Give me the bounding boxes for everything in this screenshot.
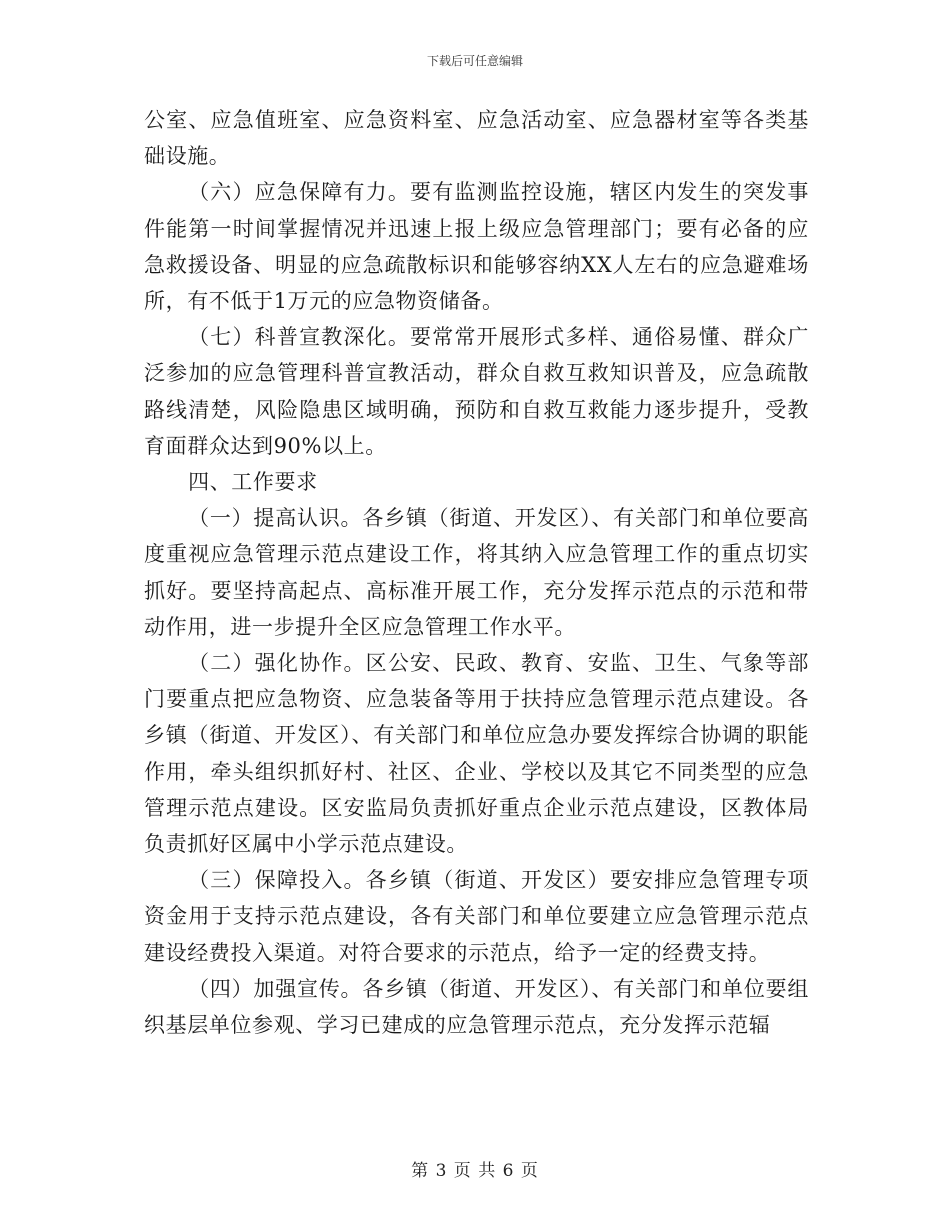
paragraph: （六）应急保障有力。要有监测监控设施，辖区内发生的突发事件能第一时间掌握情况并迅速上报上级应急管理部门；要有必备的应急救援设备、明显的应急疏散标识和能够容纳XX人左右的应急避难场所，有不低于1万元的应急物资储备。 [144,180,809,314]
paragraph: （七）科普宣教深化。要常常开展形式多样、通俗易懂、群众广泛参加的应急管理科普宣教活动，群众自救互救知识普及，应急疏散路线清楚，风险隐患区域明确，预防和自救互救能力逐步提升，受教育面群众达到90%以上。 [144,325,809,458]
paragraph: （二）强化协作。区公安、民政、教育、安监、卫生、气象等部门要重点把应急物资、应急装备等用于扶持应急管理示范点建设。各乡镇（街道、开发区）、有关部门和单位应急办要发挥综合协调的职能作用，牵头组织抓好村、社区、企业、学校以及其它不同类型的应急管理示范点建设。区安监局负责抓好重点企业示范点建设，区教体局负责抓好区属中小学示范点建设。 [144,651,809,857]
section-heading: 四、工作要求 [188,470,318,495]
paragraph: 公室、应急值班室、应急资料室、应急活动室、应急器材室等各类基础设施。 [144,108,809,169]
paragraph: （三）保障投入。各乡镇（街道、开发区）要安排应急管理专项资金用于支持示范点建设，各有关部门和单位要建立应急管理示范点建设经费投入渠道。对符合要求的示范点，给予一定的经费支持。 [144,868,809,965]
paragraph: （四）加强宣传。各乡镇（街道、开发区）、有关部门和单位要组织基层单位参观、学习已建成的应急管理示范点，充分发挥示范辐 [144,976,809,1038]
document-body [144,102,809,1043]
page-header: 下载后可任意编辑 [426,54,523,68]
paragraph: （一）提高认识。各乡镇（街道、开发区）、有关部门和单位要高度重视应急管理示范点建设工作，将其纳入应急管理工作的重点切实抓好。要坚持高起点、高标准开展工作，充分发挥示范点的示范和带动作用，进一步提升全区应急管理工作水平。 [144,506,809,639]
page-number: 第 3 页 共 6 页 [411,1161,539,1181]
